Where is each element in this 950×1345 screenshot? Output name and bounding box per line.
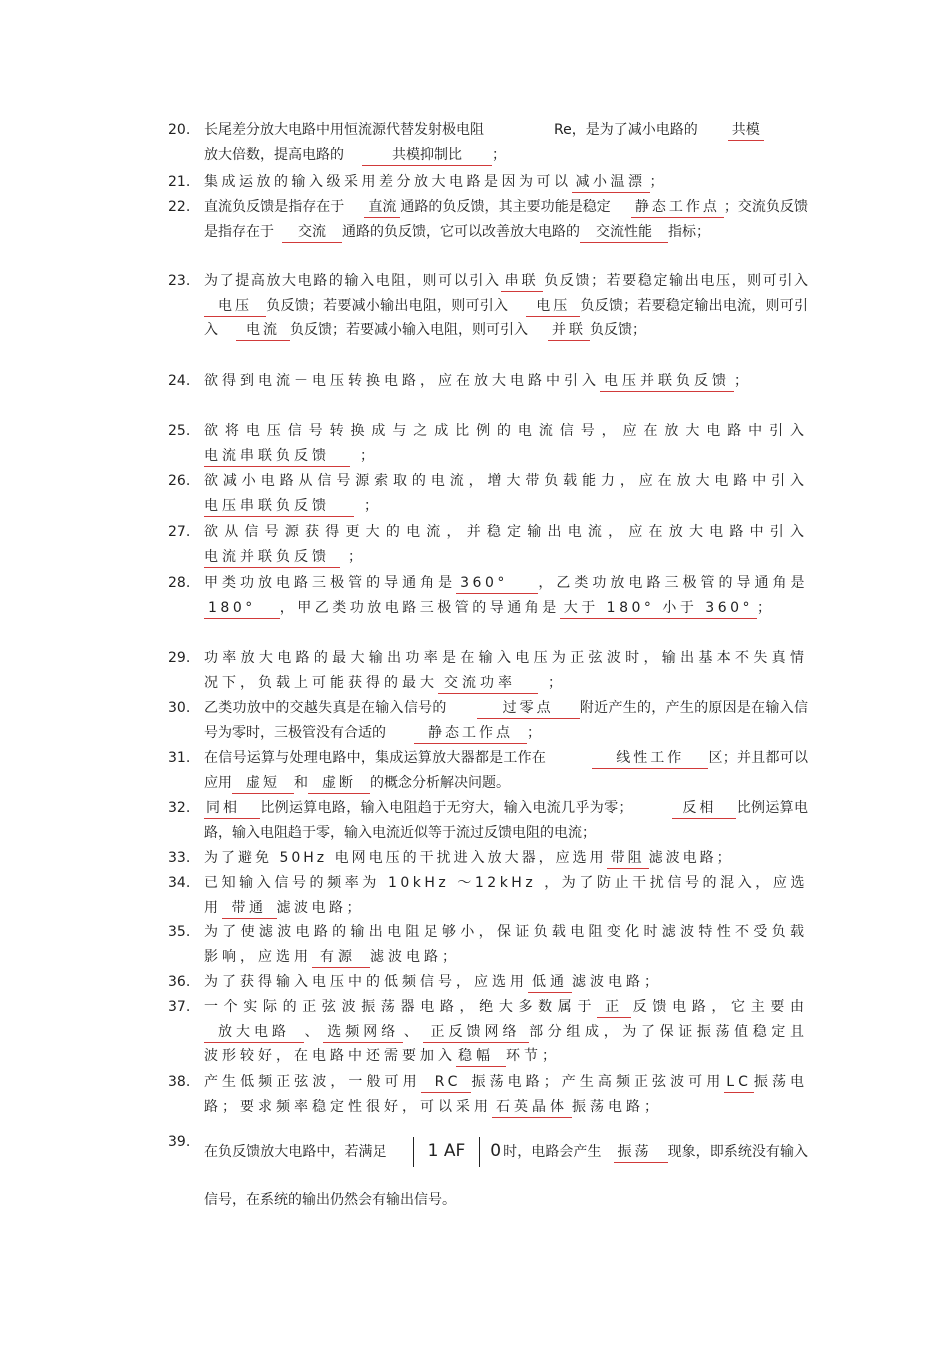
question-number: 27.: [168, 524, 191, 540]
question-text: 甲类功放电路三极管的导通角是: [204, 575, 457, 591]
question-number: 21.: [168, 174, 191, 190]
question-text: ；: [348, 548, 366, 565]
answer-blank: 交流性能: [580, 223, 668, 243]
question-text: 乙类功放中的交越失真是在输入信号的: [204, 700, 447, 716]
question-text: 为了使滤波电路的输出电阻足够小，保证负载电阻变化时滤波特性不受负载影响，应选用: [204, 924, 808, 965]
formula-1-af: 1 AF: [427, 1141, 466, 1161]
question-text: 环节；: [506, 1048, 560, 1064]
question-text: 通路的负反馈，其主要功能是稳定: [400, 199, 611, 215]
question-text: ；交流负反馈是指存在于: [204, 199, 809, 240]
question-36: [168, 970, 808, 995]
question-number: 23.: [168, 273, 191, 289]
question-34: [168, 871, 808, 920]
question-text: 欲将电压信号转换成与之成比例的电流信号，应在放大电路中引入: [204, 423, 808, 439]
question-text: 滤波电路；: [276, 899, 364, 916]
question-text: 滤波电路；: [572, 974, 662, 990]
question-text: 反馈电路，它主要由: [631, 999, 809, 1015]
answer-blank: 有源: [312, 948, 370, 968]
question-number: 30.: [168, 700, 191, 716]
question-text: 欲从信号源获得更大的电流，并稳定输出电流，应在放大电路中引入: [204, 524, 808, 540]
question-text: 部分组成，为了保证振荡值稳定且波形较好，在电路中还需要加入: [204, 1023, 809, 1064]
question-text: 时，电路会产生: [503, 1144, 602, 1160]
question-text: ，乙类功放电路三极管的导通角是: [537, 575, 809, 591]
question-text: 直流负反馈是指存在于: [204, 199, 345, 215]
question-20: [168, 118, 808, 167]
question-text: 指标；: [668, 223, 710, 240]
question-number: 32.: [168, 800, 191, 816]
question-text: 静态工作点: [414, 724, 527, 744]
answer-blank: 电压: [526, 297, 580, 317]
answer-blank: 电流串联负反馈: [204, 447, 350, 467]
question-text: 负反馈；若要减小输出电阻，则可引入: [266, 297, 509, 314]
question-number: 36.: [168, 974, 191, 990]
answer-blank: 电流: [236, 321, 290, 341]
question-text: 通路的负反馈，它可以改善放大电路的: [342, 223, 580, 240]
question-23: [168, 269, 808, 343]
question-text: 为了提高放大电路的输入电阻，则可以引入: [204, 273, 501, 289]
question-text: ；: [757, 599, 775, 616]
answer-blank: 电流并联负反馈: [204, 548, 340, 568]
abs-bar-left: [413, 1137, 414, 1167]
question-text: 附近产生的，产生的原因是在输入信号为零时，三极管没有合适的: [204, 700, 809, 741]
question-text: Re，是为了减小电路的: [554, 122, 698, 138]
answer-blank: LC: [724, 1073, 754, 1093]
question-number: 35.: [168, 924, 191, 940]
question-text: 比例运算电路，输入电阻趋于零，输入电流近似等于流过反馈电阻的电流；: [204, 800, 809, 841]
question-35: [168, 920, 808, 969]
question-number: 33.: [168, 850, 191, 866]
question-text: ；: [360, 447, 378, 464]
question-number: 26.: [168, 473, 191, 489]
answer-blank: 交流: [282, 223, 342, 243]
question-text: ；: [492, 146, 506, 163]
answer-blank: 振荡: [614, 1143, 668, 1163]
answer-blank: 线性工作: [592, 749, 708, 769]
answer-blank: 并联: [548, 321, 590, 341]
question-text: ；: [364, 497, 382, 514]
answer-blank: 正: [597, 998, 631, 1018]
answer-blank: 减小温漂: [572, 173, 650, 193]
answer-blank: 低通: [528, 973, 572, 993]
question-number: 34.: [168, 875, 191, 891]
question-number: 29.: [168, 650, 191, 666]
answer-blank: 放大电路: [204, 1023, 304, 1043]
answer-blank: 反相: [672, 799, 736, 819]
answer-blank: 选频网络: [323, 1023, 403, 1043]
answer-blank: 虚短: [232, 774, 294, 794]
answer-blank: 正反馈网络: [423, 1023, 529, 1043]
question-text: 区；并且都可以应用: [204, 750, 809, 791]
question-number: 31.: [168, 750, 191, 766]
question-text: 一个实际的正弦波振荡器电路，绝大多数属于: [204, 999, 598, 1015]
question-27: [168, 520, 808, 569]
answer-blank: 串联: [501, 272, 543, 292]
question-37: [168, 995, 808, 1069]
abs-bar-right: [479, 1137, 480, 1167]
question-text: 、: [304, 1023, 324, 1040]
answer-blank: 直流: [364, 198, 400, 218]
question-text: 在负反馈放大电路中，若满足: [204, 1144, 387, 1160]
question-26: [168, 469, 808, 518]
question-text: 负反馈；若要稳定输出电压，则可引入: [542, 273, 809, 289]
question-text: 产生低频正弦波，一般可用: [204, 1074, 421, 1090]
answer-blank: 共模: [728, 121, 764, 141]
question-number: 39.: [168, 1134, 191, 1150]
question-number: 22.: [168, 199, 191, 215]
question-text: 集成运放的输入级采用差分放大电路是因为可以: [204, 174, 572, 190]
question-text: 功率放大电路的最大输出功率是在输入电压为正弦波时，输出基本不失真情况下，负载上可能获得的最大: [204, 650, 808, 691]
question-number: 37.: [168, 999, 191, 1015]
question-text: 比例运算电路，输入电阻趋于无穷大，输入电流几乎为零；: [260, 800, 633, 816]
question-number: 20.: [168, 122, 191, 138]
question-38: [168, 1070, 808, 1119]
question-30: [168, 696, 808, 745]
question-text: 为了避免 50Hz 电网电压的干扰进入放大器，应选用: [204, 850, 607, 866]
answer-blank: 共模抑制比: [362, 146, 492, 166]
question-text: 欲减小电路从信号源索取的电流，增大带负载能力，应在放大电路中引入: [204, 473, 808, 489]
question-text: ；: [734, 373, 752, 389]
question-text: 负反馈；: [590, 322, 646, 338]
question-text: ；: [649, 174, 667, 190]
answer-blank: 同相: [204, 799, 260, 819]
question-text: 滤波电路；: [370, 948, 460, 965]
question-text: ；: [548, 674, 566, 691]
question-number: 25.: [168, 423, 191, 439]
question-text: ，甲乙类功放电路三极管的导通角是: [279, 599, 560, 616]
question-text: 长尾差分放大电路中用恒流源代替发射极电阻: [204, 122, 484, 138]
question-31: [168, 746, 808, 795]
answer-blank: 电压: [204, 297, 266, 317]
answer-blank: 交流功率: [438, 674, 538, 694]
answer-blank: 稳幅: [456, 1047, 506, 1067]
question-text: 、: [403, 1023, 423, 1040]
question-text: 已知输入信号的频率为 10kHz ～12kHz ，为了防止干扰信号的混入，应选用: [204, 875, 808, 916]
question-text: 负反馈；若要减小输入电阻，则可引入: [290, 322, 528, 338]
question-28: [168, 571, 808, 620]
question-21: [168, 170, 808, 195]
answer-blank: 电压并联负反馈: [600, 372, 734, 392]
question-text: 负反馈；若要稳定输出电流，则可引入: [204, 297, 808, 338]
question-text: 滤波电路；: [648, 850, 734, 866]
answer-blank: 180°: [204, 599, 280, 619]
answer-blank: 电压串联负反馈: [204, 497, 354, 517]
formula-zero: 0: [490, 1141, 502, 1161]
question-number: 24.: [168, 373, 191, 389]
question-text: 的概念分析解决问题。: [370, 774, 510, 791]
question-22: [168, 195, 808, 244]
question-32: [168, 796, 808, 845]
question-text: 欲得到电流－电压转换电路，应在放大电路中引入: [204, 373, 600, 389]
question-text: 现象，即系统没有输入信号，在系统的输出仍然会有输出信号。: [204, 1144, 809, 1208]
question-text: 振荡电路；产生高频正弦波可用: [471, 1074, 725, 1090]
answer-blank: 过零点: [477, 699, 580, 719]
question-text: 振荡电路；要求频率稳定性很好，可以采用: [204, 1074, 809, 1115]
question-33: [168, 846, 808, 871]
question-text: 和: [294, 774, 308, 791]
question-text: 振荡电路；: [572, 1098, 662, 1115]
answer-blank: 带通: [222, 899, 277, 919]
question-39: [168, 1128, 808, 1224]
answer-blank: 静态工作点: [631, 198, 724, 218]
question-text: 为了获得输入电压中的低频信号，应选用: [204, 974, 528, 990]
answer-blank: 360°: [456, 574, 538, 594]
question-number: 28.: [168, 575, 191, 591]
question-29: [168, 646, 808, 695]
question-text: 放大倍数，提高电路的: [204, 146, 344, 163]
question-number: 38.: [168, 1074, 191, 1090]
question-25: [168, 419, 808, 468]
question-text: 在信号运算与处理电路中，集成运算放大器都是工作在: [204, 750, 547, 766]
answer-blank: 大于 180° 小于 360°: [560, 599, 757, 619]
answer-blank: 石英晶体: [492, 1098, 572, 1118]
question-24: [168, 369, 808, 394]
answer-blank: RC: [421, 1073, 472, 1093]
answer-blank: 虚断: [308, 774, 370, 794]
answer-blank: 带阻: [607, 849, 649, 869]
question-text: ；: [527, 724, 541, 741]
